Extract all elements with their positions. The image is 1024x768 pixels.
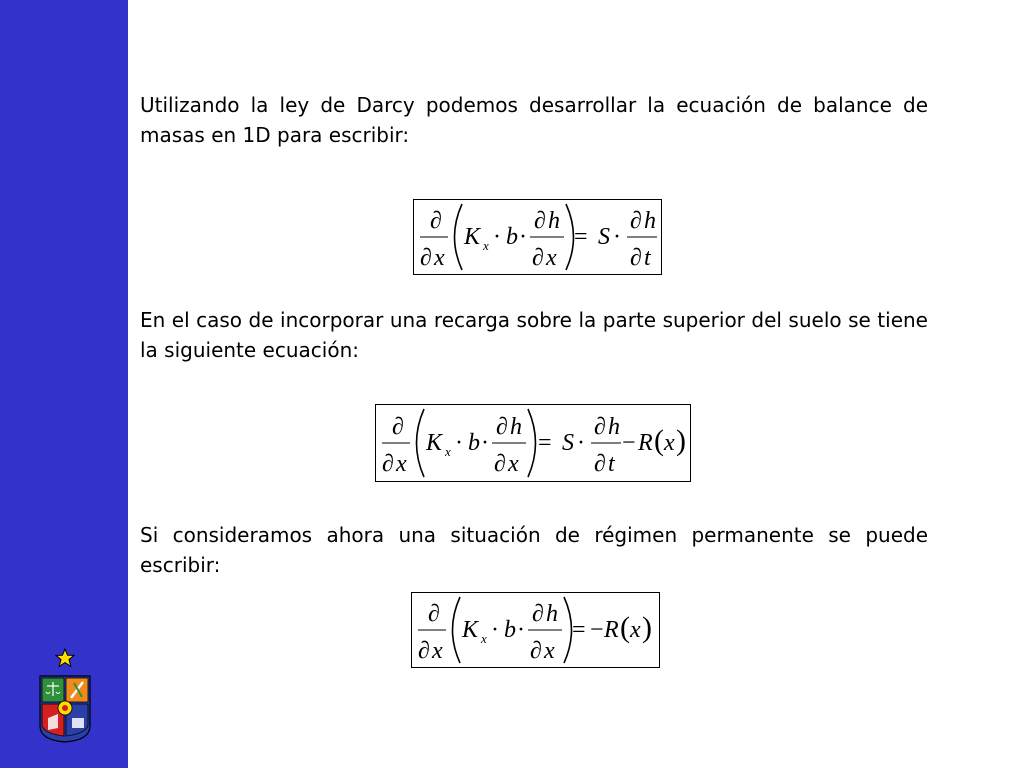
eq3-partial-x-den: ∂ bbox=[530, 638, 542, 664]
eq2-t: t bbox=[608, 451, 615, 477]
eq1-right-paren bbox=[566, 204, 574, 270]
eq2-dot-3: · bbox=[577, 430, 585, 456]
eq1-equals: = bbox=[574, 224, 588, 250]
eq1-partial-den: ∂ bbox=[420, 245, 432, 271]
equation-steady-state-svg bbox=[412, 593, 659, 667]
equation-mass-balance bbox=[413, 199, 662, 275]
eq2-x-den-2: x bbox=[508, 451, 519, 477]
eq3-partial-h-num: ∂ bbox=[532, 601, 544, 627]
eq1-partial-h-num-2: ∂ bbox=[630, 208, 642, 234]
eq2-R-arg-x: x bbox=[664, 430, 675, 456]
equation-with-recharge-svg bbox=[376, 405, 690, 481]
eq2-lparen: ( bbox=[654, 424, 664, 457]
eq1-dot-2: · bbox=[519, 224, 527, 250]
eq2-left-paren bbox=[417, 409, 425, 477]
eq3-R-arg-x: x bbox=[630, 617, 641, 643]
paragraph-darcy-intro: Utilizando la ley de Darcy podemos desarrollar la ecuación de balance de masas en 1D para escribir: bbox=[140, 93, 928, 147]
eq3-b: b bbox=[504, 617, 516, 643]
eq2-partial-x-den: ∂ bbox=[494, 451, 506, 477]
eq2-h: h bbox=[510, 414, 522, 440]
eq1-K: K bbox=[464, 224, 481, 250]
equation-with-recharge bbox=[375, 404, 691, 482]
eq1-h: h bbox=[548, 208, 560, 234]
university-crest-icon bbox=[38, 674, 92, 744]
eq1-h-2: h bbox=[644, 208, 656, 234]
paragraph-steady-state: Si consideramos ahora una situación de régimen permanente se puede escribir: bbox=[140, 523, 928, 577]
eq1-dot-3: · bbox=[613, 224, 621, 250]
eq3-K-subscript: x bbox=[481, 631, 487, 646]
eq2-x-den: x bbox=[396, 451, 407, 477]
eq1-b: b bbox=[506, 224, 518, 250]
eq1-partial-x-den: ∂ bbox=[532, 245, 544, 271]
eq1-dot-1: · bbox=[493, 224, 501, 250]
eq3-R: R bbox=[604, 617, 619, 643]
eq2-S: S bbox=[562, 430, 574, 456]
star-icon bbox=[55, 648, 75, 668]
eq3-right-paren bbox=[564, 597, 572, 663]
eq2-dot-1: · bbox=[455, 430, 463, 456]
eq2-equals: = bbox=[538, 430, 552, 456]
eq2-dot-2: · bbox=[481, 430, 489, 456]
eq3-dot-2: · bbox=[517, 617, 525, 643]
eq3-equals: = bbox=[572, 617, 586, 643]
eq3-lparen: ( bbox=[620, 611, 630, 644]
eq1-x-den: x bbox=[434, 245, 445, 271]
eq1-left-paren bbox=[455, 204, 463, 270]
equation-steady-state bbox=[411, 592, 660, 668]
eq2-R: R bbox=[638, 430, 653, 456]
eq3-partial-num: ∂ bbox=[428, 601, 440, 627]
eq2-minus: − bbox=[622, 430, 636, 456]
equation-mass-balance-svg bbox=[414, 200, 661, 274]
eq3-dot-1: · bbox=[491, 617, 499, 643]
eq1-K-subscript: x bbox=[483, 238, 489, 253]
eq3-minus: − bbox=[590, 617, 604, 643]
eq2-b: b bbox=[468, 430, 480, 456]
eq3-partial-den: ∂ bbox=[418, 638, 430, 664]
eq2-K: K bbox=[426, 430, 443, 456]
eq3-K: K bbox=[462, 617, 479, 643]
eq2-partial-den: ∂ bbox=[382, 451, 394, 477]
eq2-rparen: ) bbox=[676, 424, 686, 457]
eq2-right-paren bbox=[528, 409, 536, 477]
eq2-partial-num: ∂ bbox=[392, 414, 404, 440]
eq3-x-den: x bbox=[432, 638, 443, 664]
eq2-h-2: h bbox=[608, 414, 620, 440]
eq2-K-subscript: x bbox=[445, 444, 451, 459]
eq2-partial-h-num-2: ∂ bbox=[594, 414, 606, 440]
eq1-partial-h-num: ∂ bbox=[534, 208, 546, 234]
eq3-x-den-2: x bbox=[544, 638, 555, 664]
eq2-partial-t-den: ∂ bbox=[594, 451, 606, 477]
eq1-S: S bbox=[598, 224, 610, 250]
eq3-h: h bbox=[546, 601, 558, 627]
eq3-left-paren bbox=[453, 597, 461, 663]
eq1-partial-t-den: ∂ bbox=[630, 245, 642, 271]
eq2-partial-h-num: ∂ bbox=[496, 414, 508, 440]
eq1-t: t bbox=[644, 245, 651, 271]
paragraph-recharge: En el caso de incorporar una recarga sobre la parte superior del suelo se tiene la siguiente ecuación: bbox=[140, 308, 928, 362]
eq3-rparen: ) bbox=[642, 611, 652, 644]
eq1-x-den-2: x bbox=[546, 245, 557, 271]
eq1-partial-num: ∂ bbox=[430, 208, 442, 234]
